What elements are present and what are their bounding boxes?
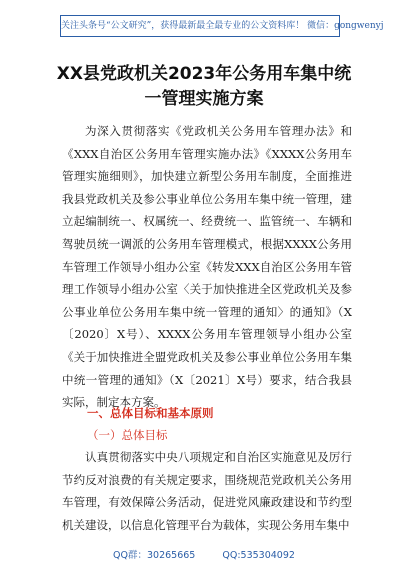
footer-qq-group: QQ群：30265665 [113,550,196,561]
section-heading: 一、总体目标和基本原则 [87,406,214,420]
intro-paragraph: 为深入贯彻落实《党政机关公务用车管理办法》和《XXX自治区公务用车管理实施办法》《XXXX公务用车管理实施细则》，加快建立新型公务用车制度，全面推进我县党政机关及参公事业单位公务用车集中统一管理，建立起编制统一、权属统一、经费统一、监管统一、车辆和驾驶员统一调派的公务用车管理模式，根据XXXX公务用车管理工作领导小组办公室《转发XXX自治区公务用车管理工作领导小组办公室〈关于加快推进全区党政机关及参公事业单位公务用车集中统一管理的通知〉的通知》（X〔2020〕X号）、XXXX公务用车管理领导小组办公室《关于加快推进全盟党政机关及参公事业单位公务用车集中统一管理的通知》（X〔2021〕X号）要求，结合我县实际，制定本方案。 [62,124,352,410]
subsection-paragraph: 认真贯彻落实中央八项规定和自治区实施意见及厉行节约反对浪费的有关规定要求，围绕规范党政机关公务用车管理，有效保障公务活动，促进党风廉政建设和节约型机关建设，以信息化管理平台为载体，实现公务用车集中 [62,450,352,532]
title-line-1: XX县党政机关2023年公务用车集中统 [56,64,352,84]
title-line-2: 一管理实施方案 [144,89,264,109]
footer-qq: QQ:535304092 [222,550,295,561]
document-title [30,62,378,112]
subsection-heading: （一）总体目标 [87,428,168,442]
intro-section [62,120,352,414]
footer [0,547,408,561]
subsection-body [62,446,352,536]
banner-text: 关注头条号“公文研究”，获得最新最全最专业的公文资料库！ 微信：gongwenyj [61,21,384,31]
top-banner [60,15,384,37]
